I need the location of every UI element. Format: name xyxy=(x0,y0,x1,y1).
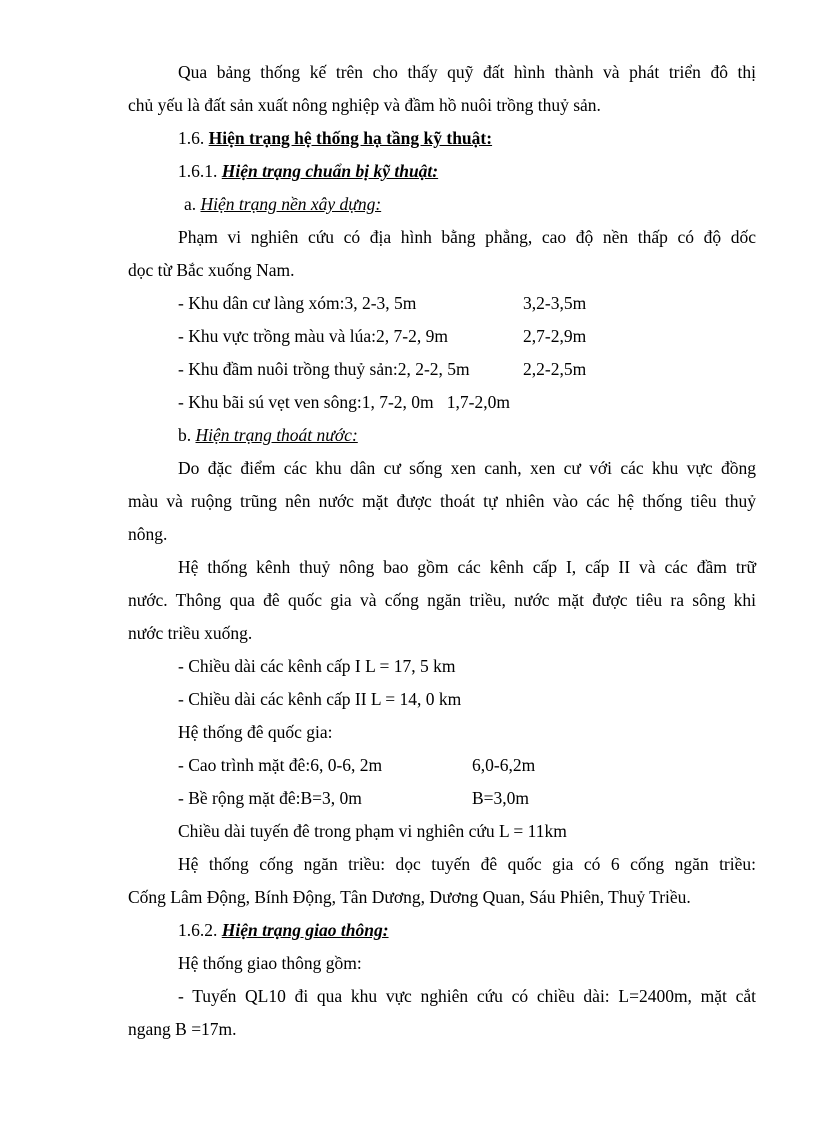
intro-paragraph-line-2: chủ yếu là đất sản xuất nông nghiệp và đầm hồ nuôi trồng thuỷ sản. xyxy=(128,95,601,115)
sluice-paragraph-line-1: Hệ thống cống ngăn triều: dọc tuyến đê quốc gia có 6 cống ngăn triều: xyxy=(178,854,756,874)
subsection-prefix: b. xyxy=(178,425,196,445)
subsection-title: Hiện trạng thoát nước: xyxy=(195,425,358,445)
elevation-item-1-value: 3,2-3,5m xyxy=(523,293,587,313)
section-1-6-2-heading xyxy=(178,914,389,947)
dike-system-heading: Hệ thống đê quốc gia: xyxy=(178,722,333,742)
elevation-item-2-value: 2,7-2,9m xyxy=(523,326,587,346)
elevation-item-4: - Khu bãi sú vẹt ven sông:1, 7-2, 0m 1,7-2,0m xyxy=(178,392,510,412)
terrain-paragraph-line-2: dọc từ Bắc xuống Nam. xyxy=(128,260,295,280)
elevation-item-3-value: 2,2-2,5m xyxy=(523,359,587,379)
highway-paragraph-line-2: ngang B =17m. xyxy=(128,1019,237,1039)
section-1-6-heading xyxy=(178,122,492,155)
section-title: Hiện trạng hệ thống hạ tầng kỹ thuật: xyxy=(208,128,493,148)
elevation-item-2: - Khu vực trồng màu và lúa:2, 7-2, 9m xyxy=(178,326,448,346)
intro-paragraph-line-1: Qua bảng thống kế trên cho thấy quỹ đất hình thành và phát triển đô thị xyxy=(178,62,756,82)
canal-length-level-2: - Chiều dài các kênh cấp II L = 14, 0 km xyxy=(178,689,462,709)
section-number: 1.6.1. xyxy=(178,161,222,181)
dike-width: - Bề rộng mặt đê:B=3, 0m xyxy=(178,788,362,808)
dike-elevation-value: 6,0-6,2m xyxy=(472,755,536,775)
dike-elevation: - Cao trình mặt đê:6, 0-6, 2m xyxy=(178,755,383,775)
drainage-paragraph-line-2: màu và ruộng trũng nên nước mặt được thoát tự nhiên vào các hệ thống tiêu thuỷ xyxy=(128,491,756,511)
subsection-prefix: a. xyxy=(184,194,201,214)
subsection-title: Hiện trạng nền xây dựng: xyxy=(200,194,382,214)
canal-paragraph-line-1: Hệ thống kênh thuỷ nông bao gồm các kênh cấp I, cấp II và các đầm trữ xyxy=(178,557,756,577)
section-number: 1.6.2. xyxy=(178,920,222,940)
section-title: Hiện trạng giao thông: xyxy=(221,920,389,940)
highway-paragraph-line-1: - Tuyến QL10 đi qua khu vực nghiên cứu có chiều dài: L=2400m, mặt cắt xyxy=(178,986,756,1006)
drainage-paragraph-line-1: Do đặc điểm các khu dân cư sống xen canh, xen cư với các khu vực đồng xyxy=(178,458,756,478)
transport-system-heading: Hệ thống giao thông gồm: xyxy=(178,953,362,973)
canal-length-level-1: - Chiều dài các kênh cấp I L = 17, 5 km xyxy=(178,656,456,676)
dike-length: Chiều dài tuyến đê trong phạm vi nghiên cứu L = 11km xyxy=(178,821,567,841)
sluice-paragraph-line-2: Cống Lâm Động, Bính Động, Tân Dương, Dương Quan, Sáu Phiên, Thuỷ Triều. xyxy=(128,887,691,907)
drainage-paragraph-line-3: nông. xyxy=(128,524,168,544)
section-title: Hiện trạng chuẩn bị kỹ thuật: xyxy=(221,161,439,181)
terrain-paragraph-line-1: Phạm vi nghiên cứu có địa hình bằng phẳng, cao độ nền thấp có độ dốc xyxy=(178,227,756,247)
section-number: 1.6. xyxy=(178,128,209,148)
dike-width-value: B=3,0m xyxy=(472,788,530,808)
elevation-item-1: - Khu dân cư làng xóm:3, 2-3, 5m xyxy=(178,293,417,313)
section-1-6-1-heading xyxy=(178,155,438,188)
canal-paragraph-line-3: nước triều xuống. xyxy=(128,623,253,643)
elevation-item-3: - Khu đầm nuôi trồng thuỷ sản:2, 2-2, 5m xyxy=(178,359,470,379)
subsection-b-heading xyxy=(178,419,358,452)
subsection-a-heading xyxy=(184,188,381,221)
canal-paragraph-line-2: nước. Thông qua đê quốc gia và cống ngăn triều, nước mặt được tiêu ra sông khi xyxy=(128,590,756,610)
